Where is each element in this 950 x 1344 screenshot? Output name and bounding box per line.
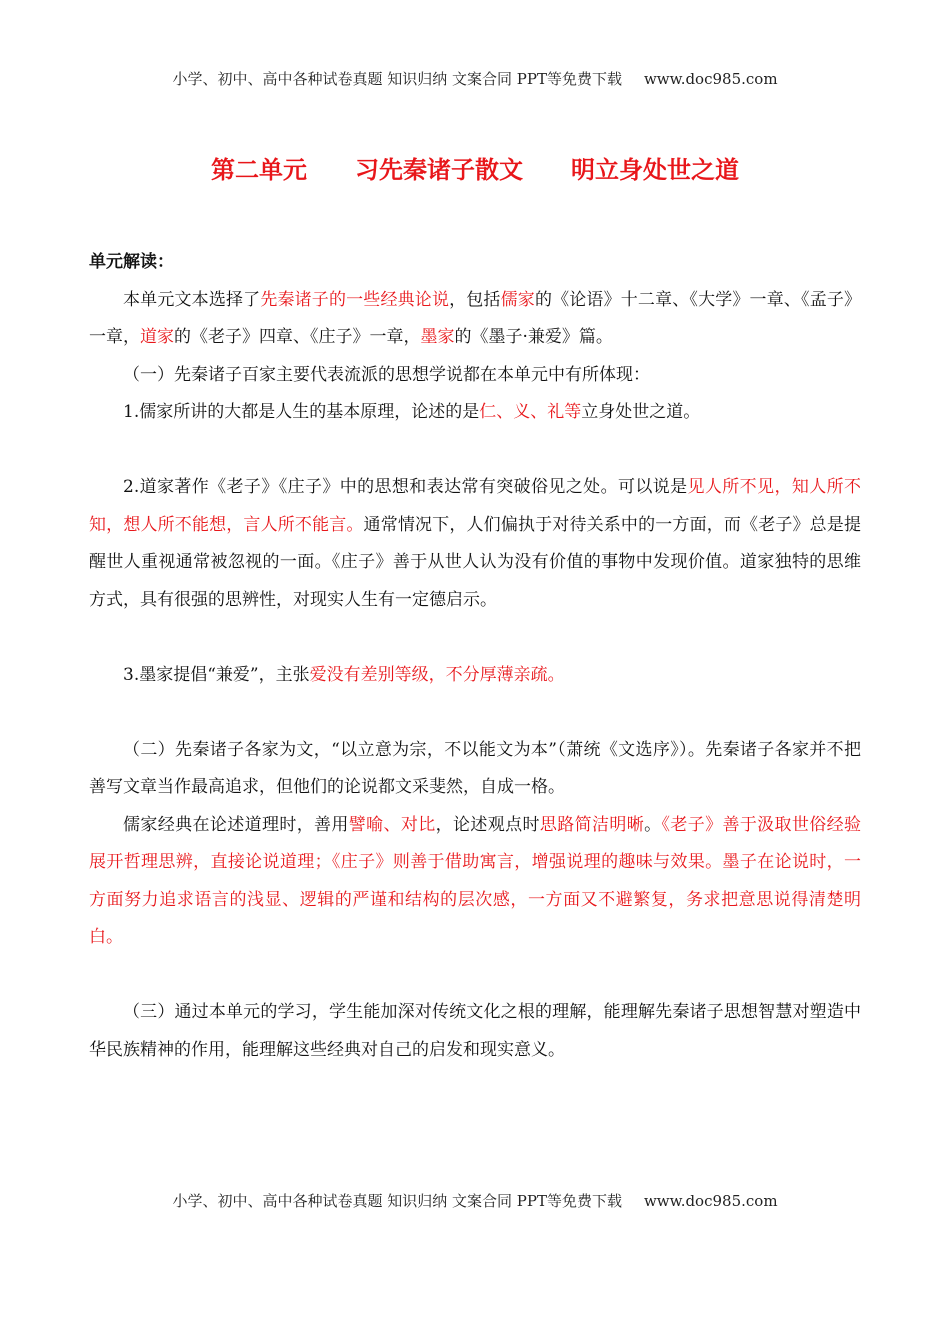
- paragraph-part-three: （三）通过本单元的学习，学生能加深对传统文化之根的理解，能理解先秦诸子思想智慧对塑造中华民族精神的作用，能理解这些经典对自己的启发和现实意义。: [89, 1002, 861, 1060]
- paragraph-part-one: （一）先秦诸子百家主要代表流派的思想学说都在本单元中有所体现：: [123, 364, 650, 385]
- title-part-3: 明立身处世之道: [571, 156, 739, 184]
- paragraph-mohist: 3.墨家提倡“兼爱”，主张爱没有差别等级，不分厚薄亲疏。: [123, 664, 565, 685]
- document-body: [89, 244, 861, 1069]
- paragraph-part-two: （二）先秦诸子各家为文，“以立意为宗，不以能文为本”（萧统《文选序》）。先秦诸子各家并不把善写文章当作最高追求，但他们的论说都文采斐然，自成一格。: [89, 739, 861, 797]
- header-url[interactable]: www.doc985.com: [643, 70, 778, 88]
- paragraph-intro: 本单元文本选择了先秦诸子的一些经典论说，包括儒家的《论语》十二章、《大学》一章、《孟子》一章，道家的《老子》四章、《庄子》一章，墨家的《墨子·兼爱》篇。: [89, 289, 862, 347]
- paragraph-daoist: 2.道家著作《老子》《庄子》中的思想和表达常有突破俗见之处。可以说是见人所不见，知人所不知，想人所不能想，言人所不能言。通常情况下，人们偏执于对待关系中的一方面，而《老子》总是提醒世人重视通常被忽视的一面。《庄子》善于从世人认为没有价值的事物中发现价值。道家独特的思维方式，具有很强的思辨性，对现实人生有一定德启示。: [89, 477, 862, 610]
- paragraph-writing-styles: 儒家经典在论述道理时，善用譬喻、对比，论述观点时思路简洁明晰。《老子》善于汲取世俗经验展开哲理思辨，直接论说道理；《庄子》则善于借助寓言，增强说理的趣味与效果。墨子在论说时，一方面努力追求语言的浅显、逻辑的严谨和结构的层次感，一方面又不避繁复，务求把意思说得清楚明白。: [89, 814, 862, 947]
- paragraph-confucian: 1.儒家所讲的大都是人生的基本原理，论述的是仁、义、礼等立身处世之道。: [123, 402, 701, 422]
- page-footer: [0, 1190, 950, 1211]
- title-part-1: 第二单元: [211, 156, 307, 184]
- footer-url[interactable]: www.doc985.com: [643, 1192, 778, 1210]
- header-text: 小学、初中、高中各种试卷真题 知识归纳 文案合同 PPT等免费下载: [172, 70, 622, 88]
- title-part-2: 习先秦诸子散文: [355, 156, 523, 184]
- footer-text: 小学、初中、高中各种试卷真题 知识归纳 文案合同 PPT等免费下载: [172, 1192, 622, 1210]
- page-header: [0, 68, 950, 89]
- section-label: 单元解读：: [89, 252, 174, 272]
- page-title: [0, 150, 950, 185]
